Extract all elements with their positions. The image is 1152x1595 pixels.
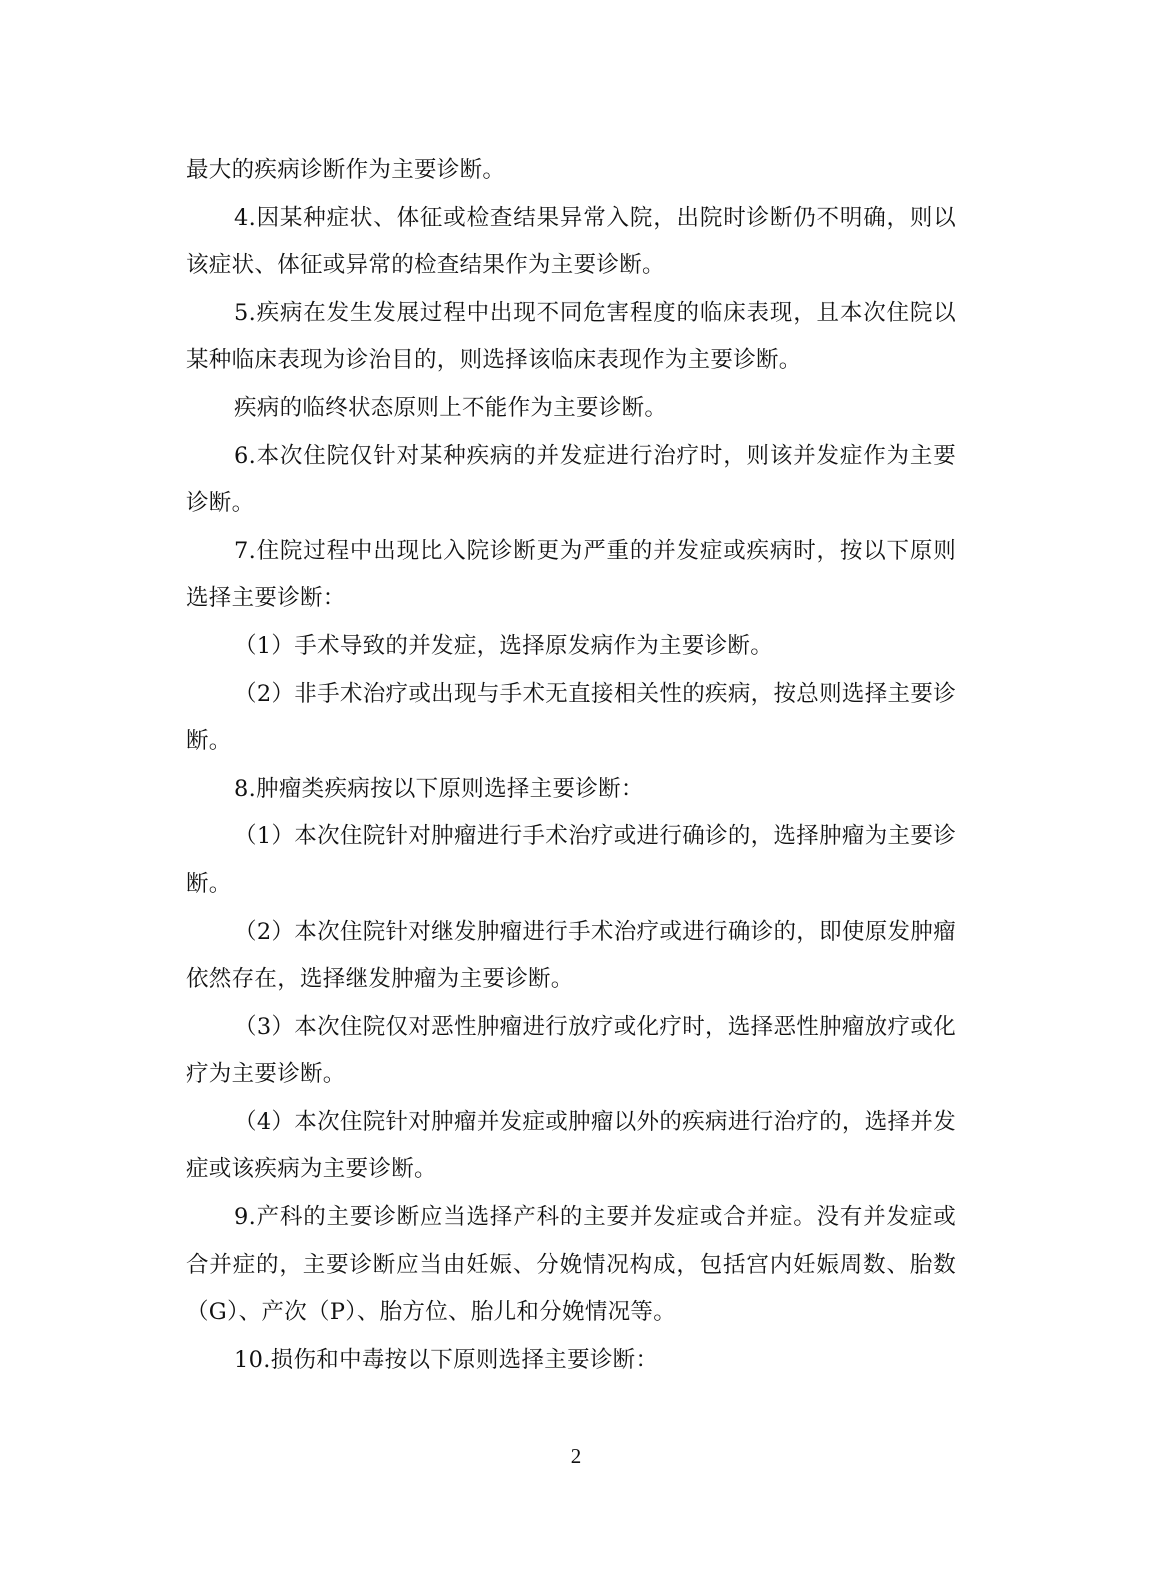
paragraph: （1）手术导致的并发症，选择原发病作为主要诊断。 — [234, 632, 774, 659]
paragraph: 4.因某种症状、体征或检查结果异常入院，出院时诊断仍不明确，则以该症状、体征或异常的检查结果作为主要诊断。 — [186, 204, 956, 279]
paragraph: 10.损伤和中毒按以下原则选择主要诊断： — [234, 1346, 659, 1373]
paragraph: （4）本次住院针对肿瘤并发症或肿瘤以外的疾病进行治疗的，选择并发症或该疾病为主要诊断。 — [186, 1108, 956, 1183]
paragraph: 9.产科的主要诊断应当选择产科的主要并发症或合并症。没有并发症或合并症的，主要诊断应当由妊娠、分娩情况构成，包括宫内妊娠周数、胎数（G）、产次（P）、胎方位、胎儿和分娩情况等。 — [186, 1204, 956, 1326]
paragraph: 6.本次住院仅针对某种疾病的并发症进行治疗时，则该并发症作为主要诊断。 — [186, 442, 956, 517]
paragraph: 疾病的临终状态原则上不能作为主要诊断。 — [234, 394, 668, 421]
paragraph: 最大的疾病诊断作为主要诊断。 — [186, 157, 506, 183]
paragraph: （2）本次住院针对继发肿瘤进行手术治疗或进行确诊的，即使原发肿瘤依然存在，选择继发肿瘤为主要诊断。 — [186, 918, 956, 993]
document-body — [186, 147, 956, 1384]
paragraph: 7.住院过程中出现比入院诊断更为严重的并发症或疾病时，按以下原则选择主要诊断： — [186, 537, 956, 612]
paragraph: （1）本次住院针对肿瘤进行手术治疗或进行确诊的，选择肿瘤为主要诊断。 — [186, 823, 956, 897]
page-number: 2 — [570, 1444, 582, 1468]
paragraph: （2）非手术治疗或出现与手术无直接相关性的疾病，按总则选择主要诊断。 — [186, 680, 956, 755]
paragraph: 5.疾病在发生发展过程中出现不同危害程度的临床表现，且本次住院以某种临床表现为诊治目的，则选择该临床表现作为主要诊断。 — [186, 299, 956, 374]
paragraph: 8.肿瘤类疾病按以下原则选择主要诊断： — [234, 775, 644, 802]
paragraph: （3）本次住院仅对恶性肿瘤进行放疗或化疗时，选择恶性肿瘤放疗或化疗为主要诊断。 — [186, 1013, 956, 1088]
